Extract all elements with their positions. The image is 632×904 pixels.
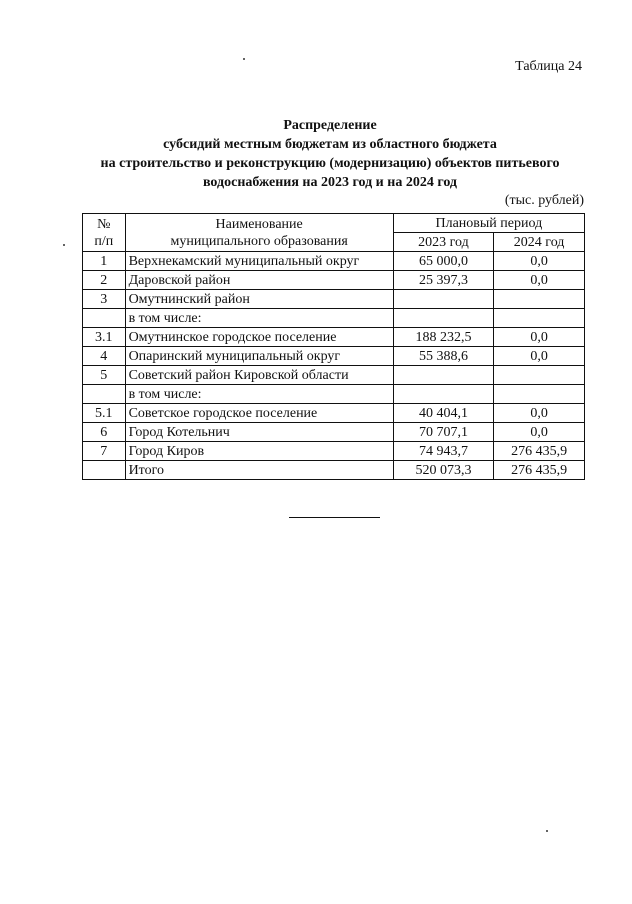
value-2024: 276 435,9 <box>494 442 585 461</box>
table-row <box>83 385 585 404</box>
table-row <box>83 423 585 442</box>
municipality-name: в том числе: <box>125 309 393 328</box>
municipality-name: Советский район Кировской области <box>125 366 393 385</box>
row-number: 1 <box>83 252 126 271</box>
municipality-name: в том числе: <box>125 385 393 404</box>
municipality-name: Советское городское поселение <box>125 404 393 423</box>
total-2024: 276 435,9 <box>494 461 585 480</box>
row-number <box>83 385 126 404</box>
value-2024 <box>494 309 585 328</box>
title-line: на строительство и реконструкцию (модернизацию) объектов питьевого <box>100 156 560 171</box>
column-header-name <box>125 214 393 252</box>
column-header-2023: 2023 год <box>393 233 494 252</box>
table-row <box>83 328 585 347</box>
row-number: 6 <box>83 423 126 442</box>
row-number: 5.1 <box>83 404 126 423</box>
table-row <box>83 366 585 385</box>
value-2024 <box>494 366 585 385</box>
value-2023: 65 000,0 <box>393 252 494 271</box>
row-number <box>83 309 126 328</box>
value-2023 <box>393 385 494 404</box>
value-2023: 70 707,1 <box>393 423 494 442</box>
municipality-name: Город Котельнич <box>125 423 393 442</box>
value-2024: 0,0 <box>494 423 585 442</box>
scan-speck <box>546 830 548 832</box>
header-num-line1: № <box>97 216 111 232</box>
municipality-name: Верхнекамский муниципальный округ <box>125 252 393 271</box>
value-2024 <box>494 385 585 404</box>
table-row <box>83 347 585 366</box>
column-header-2024: 2024 год <box>494 233 585 252</box>
table-row <box>83 290 585 309</box>
table-row <box>83 271 585 290</box>
municipality-name: Опаринский муниципальный округ <box>125 347 393 366</box>
value-2023: 25 397,3 <box>393 271 494 290</box>
header-name-line2: муниципального образования <box>170 233 348 249</box>
value-2023 <box>393 366 494 385</box>
value-2024: 0,0 <box>494 271 585 290</box>
value-2023 <box>393 309 494 328</box>
header-num-line2: п/п <box>94 233 114 249</box>
column-header-period: Плановый период <box>393 214 584 233</box>
row-number: 3 <box>83 290 126 309</box>
total-2023: 520 073,3 <box>393 461 494 480</box>
row-number: 2 <box>83 271 126 290</box>
value-2024: 0,0 <box>494 328 585 347</box>
municipality-name: Омутнинское городское поселение <box>125 328 393 347</box>
total-label: Итого <box>125 461 393 480</box>
value-2024: 0,0 <box>494 252 585 271</box>
scan-speck <box>63 244 65 246</box>
value-2023: 40 404,1 <box>393 404 494 423</box>
total-row <box>83 461 585 480</box>
table-row <box>83 309 585 328</box>
end-of-table-rule <box>289 517 380 518</box>
municipality-name: Омутнинский район <box>125 290 393 309</box>
units-label: (тыс. рублей) <box>504 193 584 208</box>
row-number <box>83 461 126 480</box>
column-header-number <box>83 214 126 252</box>
scan-speck <box>243 58 245 60</box>
value-2023: 74 943,7 <box>393 442 494 461</box>
header-name-line1: Наименование <box>215 216 303 232</box>
title-line: водоснабжения на 2023 год и на 2024 год <box>202 175 458 190</box>
title-line: Распределение <box>283 118 377 133</box>
value-2024 <box>494 290 585 309</box>
value-2024: 0,0 <box>494 347 585 366</box>
table-row <box>83 404 585 423</box>
row-number: 5 <box>83 366 126 385</box>
row-number: 7 <box>83 442 126 461</box>
title-line: субсидий местным бюджетам из областного бюджета <box>163 137 497 152</box>
value-2023: 55 388,6 <box>393 347 494 366</box>
municipality-name: Даровской район <box>125 271 393 290</box>
table-number: Таблица 24 <box>515 59 582 74</box>
subsidy-table <box>82 213 585 480</box>
municipality-name: Город Киров <box>125 442 393 461</box>
row-number: 4 <box>83 347 126 366</box>
value-2024: 0,0 <box>494 404 585 423</box>
table-row <box>83 252 585 271</box>
value-2023 <box>393 290 494 309</box>
row-number: 3.1 <box>83 328 126 347</box>
document-title <box>60 116 600 192</box>
value-2023: 188 232,5 <box>393 328 494 347</box>
table-row <box>83 442 585 461</box>
